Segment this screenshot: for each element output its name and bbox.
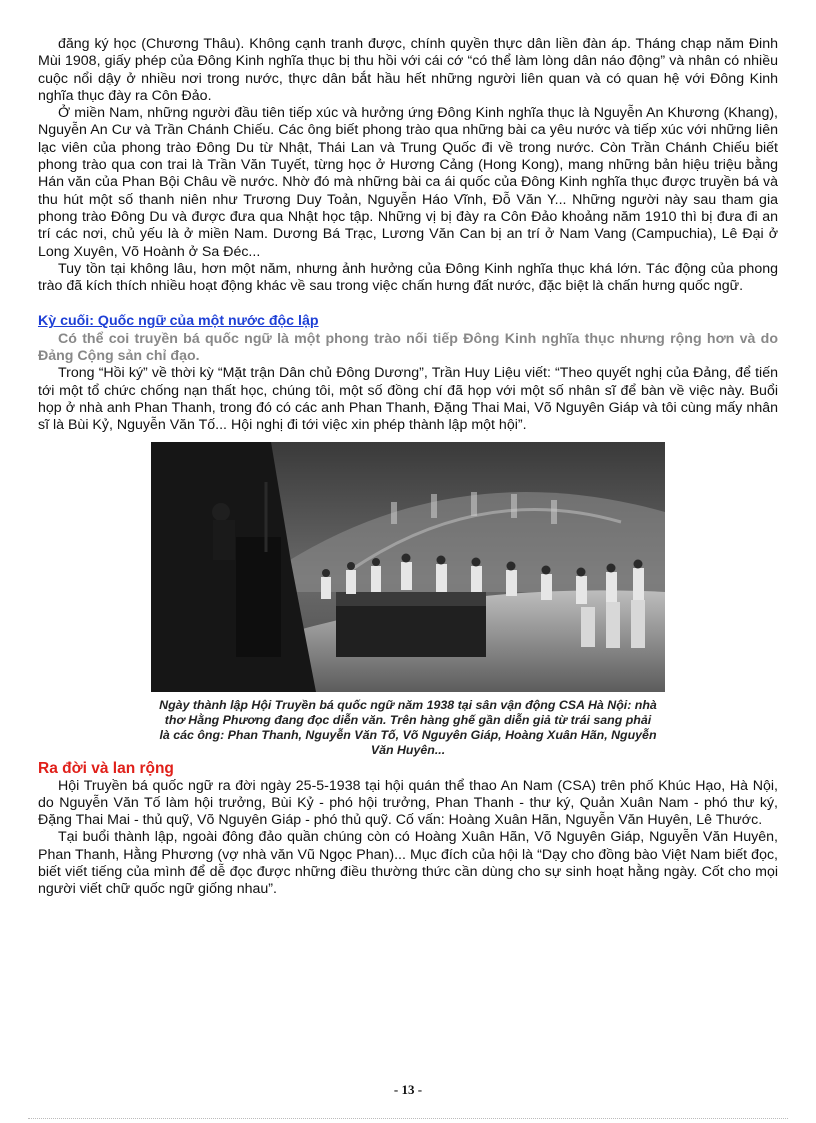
lead-paragraph: Có thể coi truyền bá quốc ngữ là một phong trào nối tiếp Đông Kinh nghĩa thục nhưng rộng hơn và do Đảng Cộng sản chỉ đạo. [38,330,778,365]
section-heading-link[interactable]: Kỳ cuối: Quốc ngữ của một nước độc lập [38,313,319,330]
document-page [38,36,778,899]
paragraph-3: Tuy tồn tại không lâu, hơn một năm, nhưng ảnh hưởng của Đông Kinh nghĩa thục khá lớn. Tác động của phong trào đã kích thích nhiều hoạt động khác về sau trong việc chấn hưng đất nước, đặc biệt là chấn hưng quốc ngữ. [38,260,778,295]
paragraph-5: Hội Truyền bá quốc ngữ ra đời ngày 25-5-1938 tại hội quán thể thao An Nam (CSA) trên phố Khúc Hạo, Hà Nội, do Nguyễn Văn Tố làm hội trưởng, Bùi Kỷ - phó hội trưởng, Phan Thanh - thư ký, Quản Xuân Nam - phó thư ký, Đặng Thai Mai - thủ quỹ, Võ Nguyên Giáp - phó thủ quỹ. Cố vấn: Hoàng Xuân Hãn, Nguyễn Văn Huyên, Lê Thước. [38,777,778,829]
historical-photo [151,442,665,692]
section-title: Ra đời và lan rộng [38,759,174,777]
paragraph-1: đăng ký học (Chương Thâu). Không cạnh tranh được, chính quyền thực dân liền đàn áp. Tháng chạp năm Đinh Mùi 1908, giấy phép của Đông Kinh nghĩa thục bị thu hồi với cái cớ “có thể làm lòng dân náo động” và nhân có nhiều cuộc nổi dậy ở nhiều nơi trong nước, thực dân bắt hầu hết những người liên quan và có quan hệ với Đông Kinh nghĩa thục đày ra Côn Đảo. [38,36,778,104]
paragraph-2: Ở miền Nam, những người đầu tiên tiếp xúc và hưởng ứng Đông Kinh nghĩa thục là Nguyễn An Khương (Khang), Nguyễn An Cư và Trần Chánh Chiếu. Các ông biết phong trào qua những bài ca yêu nước và tiếp xúc với những liên lạc viên của phong trào Đông Du từ Nhật, Thái Lan và Trung Quốc đi về trong nước. Còn Trần Chánh Chiếu biết phong trào qua con trai là Trần Văn Tuyết, từng học ở Hương Cảng (Hong Kong), mang những bản hiệu triệu bằng Hán văn của Phan Bội Châu về nước. Nhờ đó mà những bài ca ái quốc của Đông Kinh nghĩa thục được truyền bá và thu hút một số thanh niên như Trương Duy Toản, Nguyễn Háo Vĩnh, Đỗ Văn Y... Những người này sau tham gia phong trào Đông Du và được đưa qua Nhật học tập. Những vị bị đày ra Côn Đảo khoảng năm 1910 thì bị đưa đi an trí các nơi, chủ yếu là ở miền Nam. Dương Bá Trạc, Lương Văn Can bị an trí ở Nam Vang (Campuchia), Lê Đại ở Long Xuyên, Võ Hoành ở Sa Đéc... [38,105,778,260]
paragraph-6: Tại buổi thành lập, ngoài đông đảo quần chúng còn có Hoàng Xuân Hãn, Võ Nguyên Giáp, Nguyễn Văn Huyên, Phan Thanh, Hằng Phương (vợ nhà văn Vũ Ngọc Phan)... Mục đích của hội là “Dạy cho đồng bào Việt Nam biết đọc, biết viết tiếng của mình để dễ đọc được những điều thường thức cần dùng cho sự sinh hoạt hằng ngày. Cốt cho mọi người viết chữ quốc ngữ giống nhau”. [38,829,778,898]
footer-divider [28,1118,788,1119]
photo-caption: Ngày thành lập Hội Truyền bá quốc ngữ năm 1938 tại sân vận động CSA Hà Nội: nhà thơ Hằng Phương đang đọc diễn văn. Trên hàng ghế gần diễn giả từ trái sang phải là các ông: Phan Thanh, Nguyễn Văn Tố, Võ Nguyên Giáp, Hoàng Xuân Hãn, Nguyễn Văn Huyên... [159,697,657,757]
page-number: - 13 - [393,1082,423,1097]
paragraph-4: Trong “Hồi ký” về thời kỳ “Mặt trận Dân chủ Đông Dương”, Trần Huy Liệu viết: “Theo quyết nghị của Đảng, để tiến tới một tổ chức chống nạn thất học, chúng tôi, một số đồng chí đã họp với một số nhân sĩ để bàn về việc này. Buổi họp ở nhà anh Phan Thanh, trong đó có các anh Phan Thanh, Đặng Thai Mai, Võ Nguyên Giáp và tôi cùng mấy nhân sĩ là Bùi Kỷ, Nguyễn Văn Tố... Hội nghị đi tới việc xin phép thành lập một hội”. [38,365,778,434]
photo-figure [38,442,778,758]
